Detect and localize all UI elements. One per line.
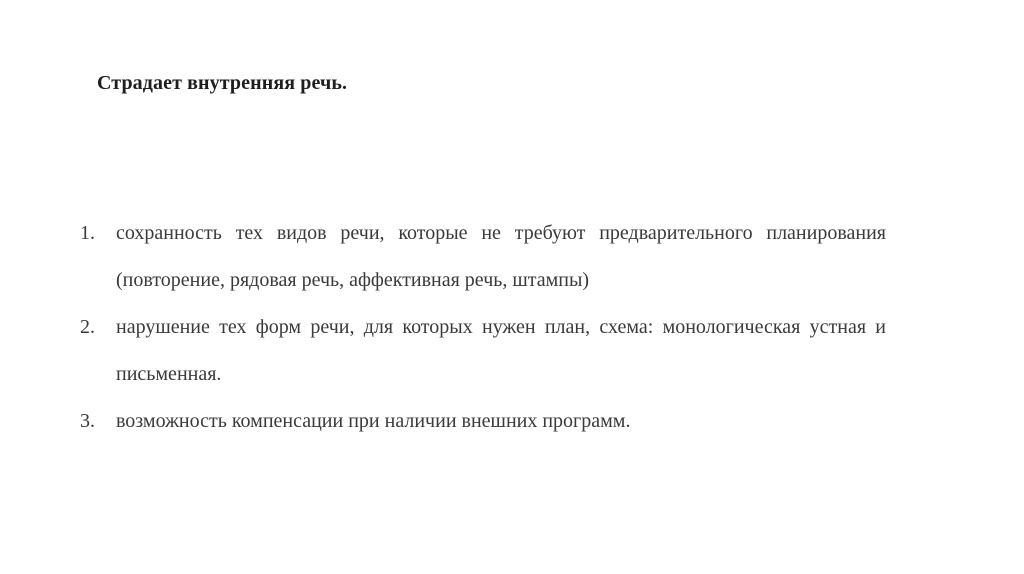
list-item — [80, 398, 886, 445]
numbered-list — [80, 210, 886, 445]
list-item-number: 1. — [80, 222, 95, 244]
list-item-number: 3. — [80, 410, 95, 432]
list-item-text: нарушение тех форм речи, для которых нужен план, схема: монологическая устная и письменная. — [116, 316, 886, 385]
list-item-number: 2. — [80, 316, 95, 338]
slide-title: Страдает внутренняя речь. — [97, 72, 348, 94]
list-item — [80, 210, 886, 304]
list-item — [80, 304, 886, 398]
list-item-text: возможность компенсации при наличии внешних программ. — [116, 410, 631, 432]
list-item-text: сохранность тех видов речи, которые не требуют предварительного планирования (повторение, рядовая речь, аффективная речь, штампы) — [116, 222, 886, 291]
